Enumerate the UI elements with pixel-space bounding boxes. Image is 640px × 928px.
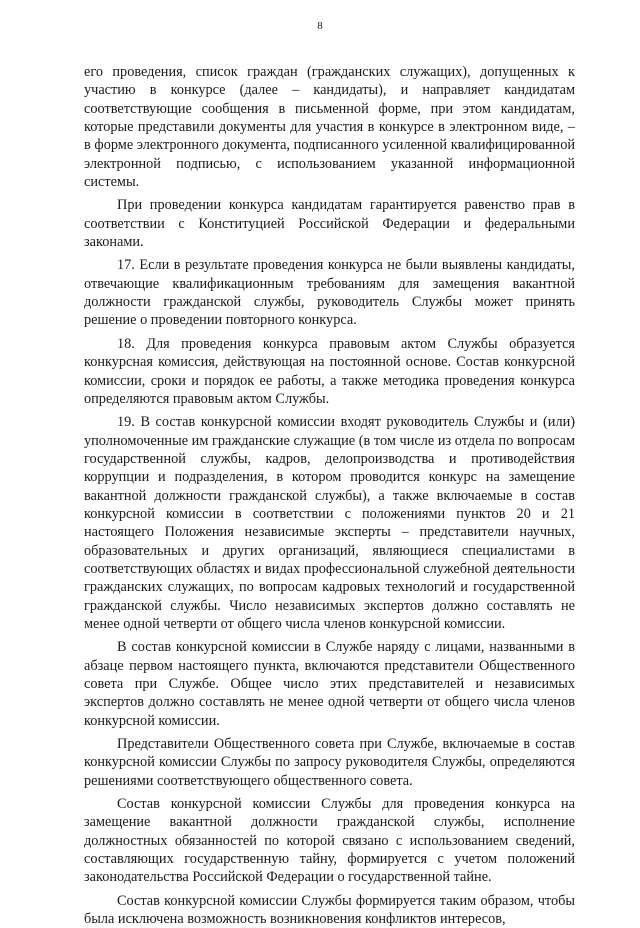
paragraph-public-council-representatives: Представители Общественного совета при Службе, включаемые в состав конкурсной комиссии Службы по запросу руководителя Службы, определяются решениями соответствующего общественного совета.: [84, 736, 575, 789]
paragraph-item-18: 18. Для проведения конкурса правовым актом Службы образуется конкурсная комиссия, действующая на постоянной основе. Состав конкурсной комиссии, сроки и порядок ее работы, а также методика проведения конкурса определяются правовым актом Службы.: [84, 335, 575, 407]
document-body: [84, 63, 575, 928]
paragraph-public-council-members: В состав конкурсной комиссии в Службе наряду с лицами, названными в абзаце первом настоящего пункта, включаются представители Общественного совета при Службе. Общее число этих представителей и независимых экспертов должно составлять не менее одной четверти от общего числа членов конкурсной комиссии.: [84, 639, 575, 729]
paragraph-item-17: 17. Если в результате проведения конкурса не были выявлены кандидаты, отвечающие квалификационным требованиям для замещения вакантной должности гражданской службы, руководитель Службы может принять решение о проведении повторного конкурса.: [84, 257, 575, 329]
paragraph-continuation: его проведения, список граждан (гражданских служащих), допущенных к участию в конкурсе (далее – кандидаты), и направляет кандидатам соответствующие сообщения в письменной форме, при этом кандидатам, которые представили документы для участия в конкурсе в электронном виде, – в форме электронного документа, подписанного усиленной квалифицированной электронной подписью, с использованием указанной информационной системы.: [84, 64, 575, 191]
paragraph-state-secret: Состав конкурсной комиссии Службы для проведения конкурса на замещение вакантной должности гражданской службы, исполнение должностных обязанностей по которой связано с использованием сведений, составляющих государственную тайну, формируется с учетом положений законодательства Российской Федерации о государственной тайне.: [84, 796, 575, 886]
paragraph-equal-rights: При проведении конкурса кандидатам гарантируется равенство прав в соответствии с Конституцией Российской Федерации и федеральными законами.: [84, 197, 575, 251]
page-number: 8: [317, 20, 323, 32]
paragraph-conflict-of-interest: Состав конкурсной комиссии Службы формируется таким образом, чтобы была исключена возможность возникновения конфликтов интересов,: [84, 892, 575, 928]
paragraph-item-19: 19. В состав конкурсной комиссии входят руководитель Службы и (или) уполномоченные им гражданские служащие (в том числе из отдела по вопросам государственной службы, кадров, делопроизводства и противодействия коррупции и подразделения, в котором проводится конкурс на замещение вакантной должности гражданской службы), а также включаемые в состав конкурсной комиссии в соответствии с положениями пунктов 20 и 21 настоящего Положения независимые эксперты – представители научных, образовательных и других организаций, являющиеся специалистами в соответствующих областях и видах профессиональной служебной деятельности гражданских служащих, по вопросам кадровых технологий и государственной гражданской службы. Число независимых экспертов должно составлять не менее одной четверти от общего числа членов конкурсной комиссии.: [84, 414, 575, 632]
